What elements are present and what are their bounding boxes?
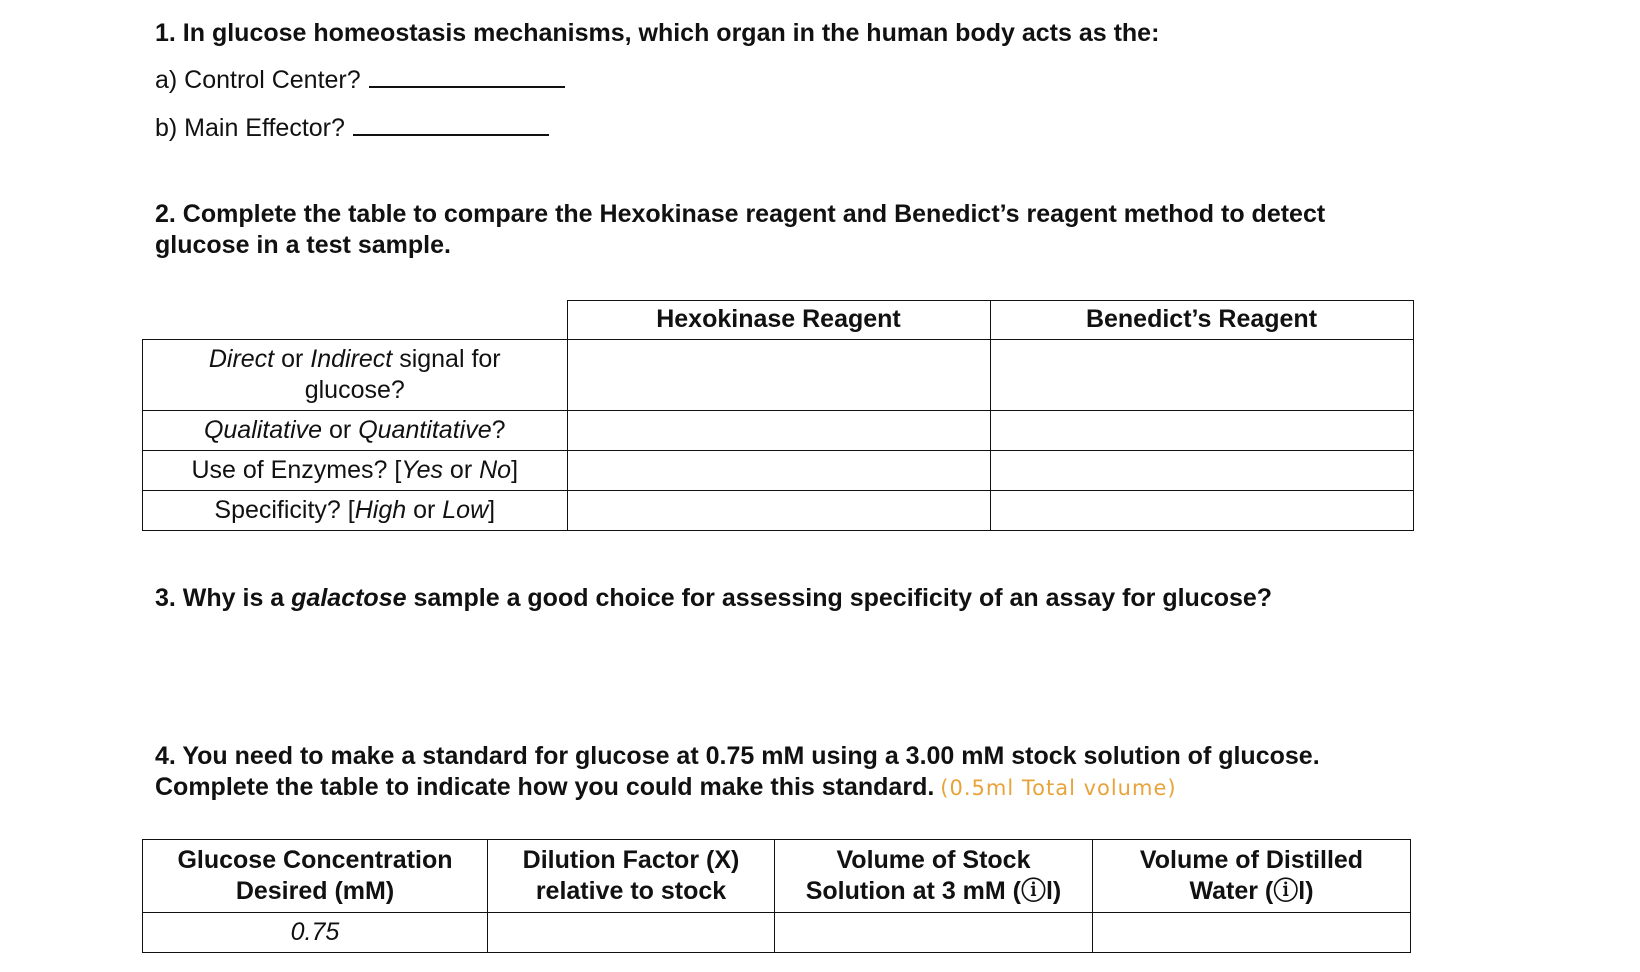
question-3-text: sample a good choice for assessing specificity of an assay for glucose? bbox=[406, 584, 1273, 612]
header-hexokinase: Hexokinase Reagent bbox=[567, 301, 990, 340]
question-1a bbox=[155, 65, 565, 96]
row-label-text: or bbox=[274, 344, 311, 373]
dilution-header-row bbox=[143, 840, 1411, 913]
row-label bbox=[143, 339, 568, 410]
row-label-option-2: Quantitative bbox=[358, 415, 492, 444]
question-1b-label: b) Main Effector? bbox=[155, 114, 345, 142]
question-2-line-1: 2. Complete the table to compare the Hexokinase reagent and Benedict’s reagent method to detect bbox=[155, 200, 1326, 228]
row-label-text: Use of Enzymes? [ bbox=[191, 455, 402, 484]
header-glucose-concentration bbox=[143, 840, 488, 913]
question-1b bbox=[155, 113, 549, 144]
row-label-option-2: Low bbox=[442, 495, 489, 524]
comparison-header-row bbox=[143, 301, 1414, 340]
question-4-line-2-text: Complete the table to indicate how you could make this standard. bbox=[155, 773, 935, 801]
header-line: Volume of Distilled bbox=[1139, 846, 1364, 874]
row-label-option-1: Qualitative bbox=[203, 415, 323, 444]
row-label-text: or bbox=[406, 495, 443, 524]
row-label-text: or bbox=[322, 415, 359, 444]
header-line: Volume of Stock bbox=[836, 846, 1031, 874]
answer-cell-hexokinase-enzymes[interactable] bbox=[567, 450, 990, 490]
question-3-text: 3. Why is a bbox=[155, 584, 292, 612]
row-label-option-1: Direct bbox=[208, 344, 275, 373]
answer-cell-benedicts-quant[interactable] bbox=[990, 410, 1413, 450]
table-row bbox=[143, 410, 1414, 450]
header-dilution-factor bbox=[488, 840, 775, 913]
question-4-prompt bbox=[155, 741, 1320, 804]
row-label-option-2: No bbox=[479, 455, 512, 484]
handwritten-note: (0.5ml Total volume) bbox=[940, 776, 1177, 800]
answer-cell-benedicts-enzymes[interactable] bbox=[990, 450, 1413, 490]
table-row bbox=[143, 490, 1414, 530]
answer-cell-benedicts-signal[interactable] bbox=[990, 339, 1413, 410]
header-line: Solution at 3 mM (ⓘl) bbox=[805, 877, 1062, 905]
question-2-line-2: glucose in a test sample. bbox=[155, 231, 451, 259]
answer-cell-benedicts-specificity[interactable] bbox=[990, 490, 1413, 530]
answer-cell-hexokinase-signal[interactable] bbox=[567, 339, 990, 410]
header-line: Dilution Factor (X) bbox=[522, 846, 740, 874]
header-benedicts: Benedict’s Reagent bbox=[990, 301, 1413, 340]
comparison-table bbox=[142, 300, 1414, 531]
answer-blank-1a[interactable] bbox=[369, 68, 565, 88]
row-label-text: ] bbox=[488, 495, 496, 524]
table-row bbox=[143, 450, 1414, 490]
answer-cell-hexokinase-specificity[interactable] bbox=[567, 490, 990, 530]
question-3-emphasis: galactose bbox=[291, 584, 407, 612]
header-line: Desired (mM) bbox=[235, 877, 395, 905]
answer-blank-1b[interactable] bbox=[353, 116, 549, 136]
row-label-text: Specificity? [ bbox=[214, 495, 355, 524]
row-label bbox=[143, 490, 568, 530]
question-4-line-2 bbox=[155, 772, 1320, 804]
header-line: Glucose Concentration bbox=[177, 846, 453, 874]
question-1a-label: a) Control Center? bbox=[155, 66, 361, 94]
question-3-prompt bbox=[155, 583, 1272, 614]
row-label-option-1: Yes bbox=[401, 455, 443, 484]
question-2-prompt bbox=[155, 199, 1325, 261]
header-line: relative to stock bbox=[535, 877, 727, 905]
question-1-prompt: 1. In glucose homeostasis mechanisms, which organ in the human body acts as the: bbox=[155, 19, 1160, 47]
cell-glucose-concentration: 0.75 bbox=[143, 913, 488, 953]
answer-cell-hexokinase-quant[interactable] bbox=[567, 410, 990, 450]
row-label-option-2: Indirect bbox=[310, 344, 393, 373]
row-label-text: ? bbox=[491, 415, 506, 444]
row-label-text: signal for glucose? bbox=[304, 344, 501, 404]
row-label bbox=[143, 410, 568, 450]
row-label-text: ] bbox=[511, 455, 519, 484]
row-label bbox=[143, 450, 568, 490]
question-4-line-1: 4. You need to make a standard for glucose at 0.75 mM using a 3.00 mM stock solution of glucose. bbox=[155, 742, 1320, 770]
table-row bbox=[143, 339, 1414, 410]
dilution-table bbox=[142, 839, 1411, 953]
answer-cell-dilution-factor[interactable] bbox=[488, 913, 775, 953]
row-label-option-1: High bbox=[354, 495, 407, 524]
answer-cell-volume-water[interactable] bbox=[1093, 913, 1411, 953]
header-volume-water bbox=[1093, 840, 1411, 913]
header-line: Water (ⓘl) bbox=[1189, 877, 1314, 905]
answer-cell-volume-stock[interactable] bbox=[775, 913, 1093, 953]
table-row bbox=[143, 913, 1411, 953]
comparison-corner-cell bbox=[143, 301, 568, 340]
row-label-text: or bbox=[442, 455, 480, 484]
header-volume-stock bbox=[775, 840, 1093, 913]
